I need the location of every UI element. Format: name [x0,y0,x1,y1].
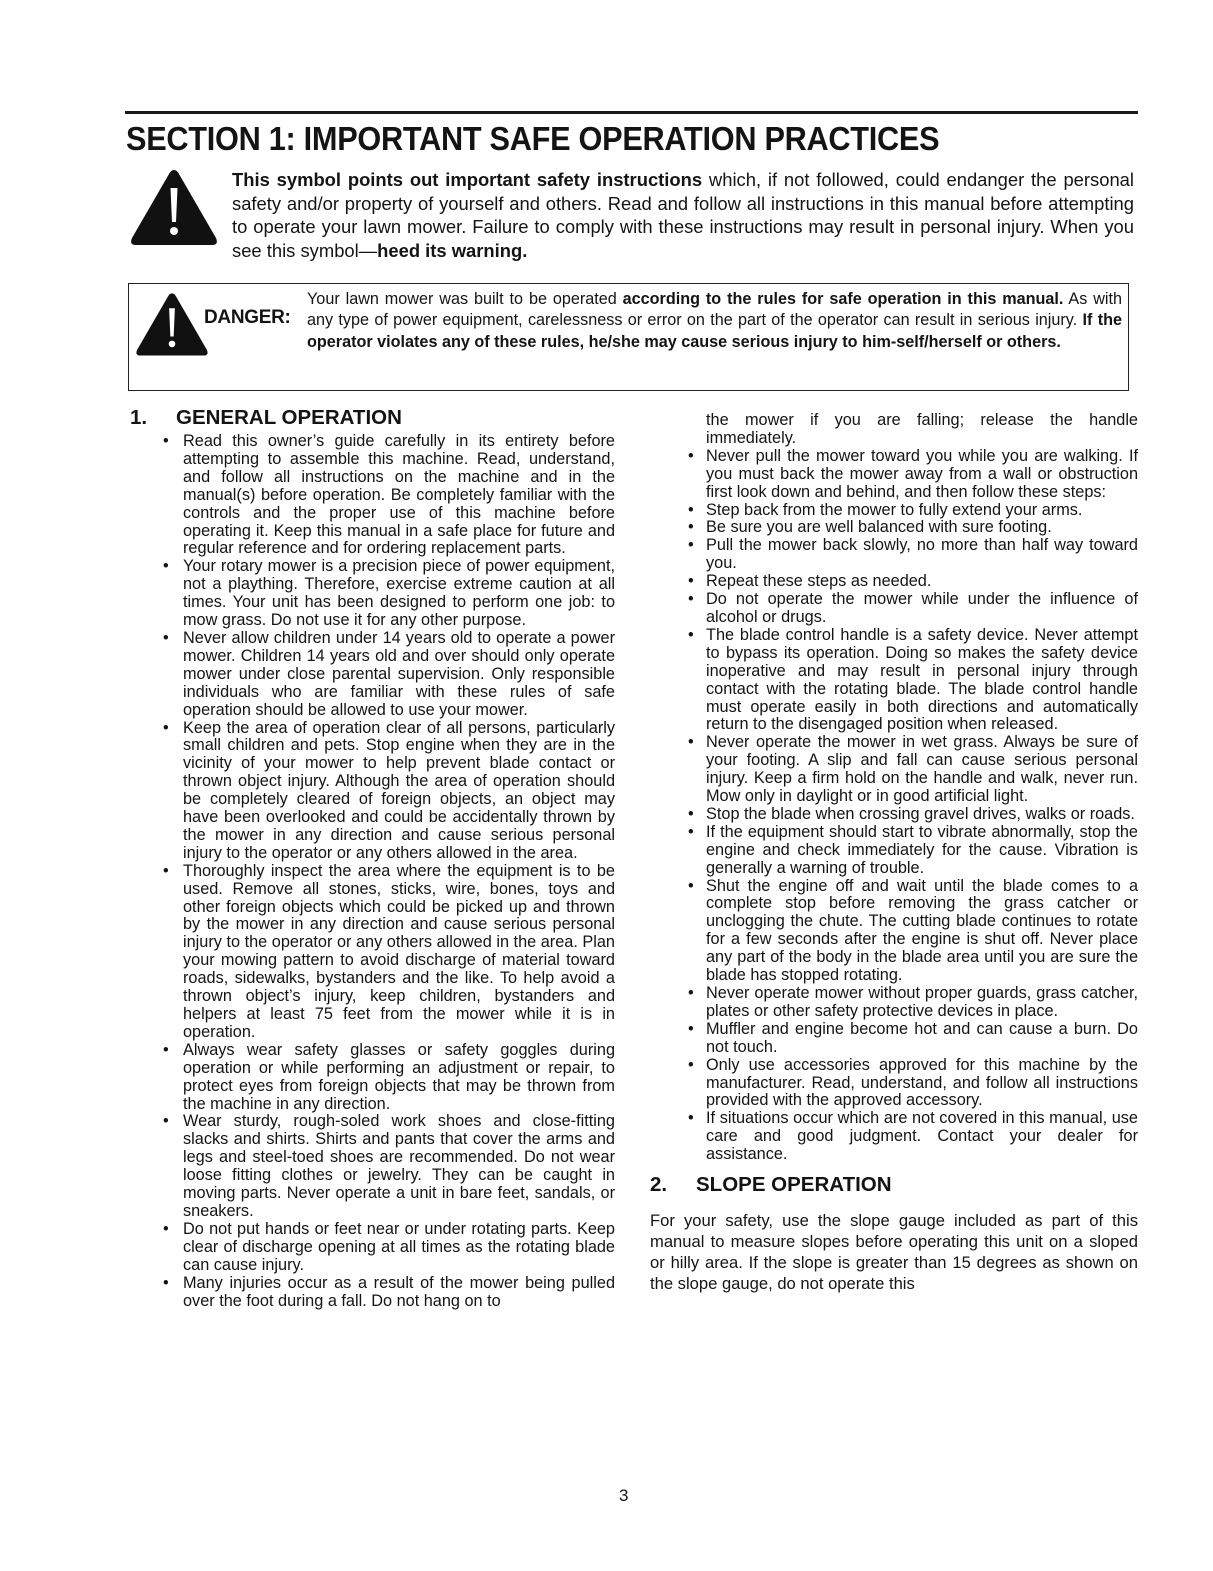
list-item: • If the equipment should start to vibrate abnormally, stop the engine and check immediately for the cause. Vibration is generally a warning of trouble. [683,824,1138,878]
heading-title: SLOPE OPERATION [696,1173,892,1197]
list-item: • Always wear safety glasses or safety goggles during operation or while performing an adjustment or repair, to protect eyes from foreign objects that may be thrown from the machine in any direction. [130,1042,615,1114]
list-item: • Do not operate the mower while under the influence of alcohol or drugs. [683,591,1138,627]
list-item: • Read this owner’s guide carefully in its entirety before attempting to assemble this machine. Read, understand, and follow all instructions on the machine and in the manual(s) before operation. Be completely familiar with the controls and the proper use of this machine before operating it. Keep this manual in a safe place for future and regular reference and for ordering replacement parts. [130,433,615,558]
list-item: • Never pull the mower toward you while you are walking. If you must back the mower away from a wall or obstruction first look down and behind, and then follow these steps: [683,448,1138,502]
list-item: • Be sure you are well balanced with sure footing. [683,519,1138,537]
heading-title: GENERAL OPERATION [176,406,402,429]
list-item: • Do not put hands or feet near or under rotating parts. Keep clear of discharge opening at all times as the rotating blade can cause injury. [130,1221,615,1275]
page-number: 3 [619,1486,629,1505]
heading-number: 2. [650,1173,668,1197]
section-title: SECTION 1: IMPORTANT SAFE OPERATION PRACTICES [126,120,940,157]
left-bullet-list [130,433,615,1310]
danger-text [307,289,1122,353]
list-item: • Muffler and engine become hot and can cause a burn. Do not touch. [683,1021,1138,1057]
list-item: • Your rotary mower is a precision piece of power equipment, not a plaything. Therefore, exercise extreme caution at all times. Your unit has been designed to perform one job: to mow grass. Do not use it for any other purpose. [130,558,615,630]
heading-number: 1. [130,406,148,429]
right-bullet-list [683,448,1138,1164]
warning-triangle-icon [128,166,220,248]
slope-operation-heading [650,1172,1138,1198]
danger-text-2: As with any type of power equipment, carelessness or error on the part of the operator can result in serious injury. [307,290,1123,330]
list-item: • Keep the area of operation clear of all persons, particularly small children and pets. Stop engine when they are in the vicinity of your mower to help prevent blade contact or thrown object injury. Although the area of operation should be completely cleared of foreign objects, an object may have been overlooked and could be accidentally thrown by the mower in any direction and cause serious personal injury to the operator or any others allowed in the area. [130,720,615,863]
general-operation-heading [130,405,615,431]
list-item: • Never operate mower without proper guards, grass catcher, plates or other safety protective devices in place. [683,985,1138,1021]
list-item: • The blade control handle is a safety device. Never attempt to bypass its operation. Doing so makes the safety device inoperative and may result in personal injury through contact with the rotating blade. The blade control handle must operate easily in both directions and automatically return to the disengaged position when released. [683,627,1138,734]
intro-paragraph [232,168,1134,262]
top-rule [125,111,1138,114]
left-column [130,405,615,1310]
continuation-text: the mower if you are falling; release the handle immediately. [706,411,1138,447]
danger-text-1: Your lawn mower was built to be operated [307,290,623,308]
intro-bold-tail: heed its warning. [377,239,528,261]
list-item: • Many injuries occur as a result of the mower being pulled over the foot during a fall. Do not hang on to [130,1275,615,1311]
list-item: • Never operate the mower in wet grass. Always be sure of your footing. A slip and fall can cause serious personal injury. Keep a firm hold on the handle and walk, never run. Mow only in daylight or in good artificial light. [683,734,1138,806]
list-item: • Stop the blade when crossing gravel drives, walks or roads. [683,806,1138,824]
danger-warning-triangle-icon [133,290,211,358]
list-item: • Repeat these steps as needed. [683,573,1138,591]
list-item: • Step back from the mower to fully extend your arms. [683,502,1138,520]
list-item: • If situations occur which are not covered in this manual, use care and good judgment. Contact your dealer for assistance. [683,1110,1138,1164]
danger-label: DANGER: [204,307,291,328]
slope-operation-paragraph: For your safety, use the slope gauge included as part of this manual to measure slopes before operating this unit on a sloped or hilly area. If the slope is greater than 15 degrees as shown on the slope gauge, do not operate this [650,1211,1138,1294]
list-item: • Shut the engine off and wait until the blade comes to a complete stop before removing the grass catcher or unclogging the chute. The cutting blade continues to rotate for a few seconds after the engine is shut off. Never place any part of the body in the blade area until you are sure the blade has stopped rotating. [683,878,1138,985]
list-item: • Never allow children under 14 years old to operate a power mower. Children 14 years old and over should only operate mower under close parental supervision. Only responsible individuals who are familiar with these rules of safe operation should be allowed to use your mower. [130,630,615,720]
list-item: • Thoroughly inspect the area where the equipment is to be used. Remove all stones, sticks, wire, bones, toys and other foreign objects which could be picked up and thrown by the mower in any direction and cause serious personal injury to the operator or any others allowed in the area. Plan your mowing pattern to avoid discharge of material toward roads, sidewalks, bystanders and the like. To help avoid a thrown object’s injury, keep children, bystanders and helpers at least 75 feet from the mower while it is in operation. [130,863,615,1042]
intro-bold-lead: This symbol points out important safety instructions [232,169,703,190]
list-item: • Wear sturdy, rough-soled work shoes and close-fitting slacks and shirts. Shirts and pants that cover the arms and legs and steel-toed shoes are recommended. Do not wear loose fitting clothes or jewelry. They can be caught in moving parts. Never operate a unit in bare feet, sandals, or sneakers. [130,1113,615,1220]
intro-text: which, if not followed, could endanger the personal safety and/or property of yourself and others. Read and follow all instructions in this manual before attempting to operate your lawn mower. Failure to comply with these instructions may result in personal injury. When you see this symbol— [232,169,1134,261]
list-item: • Pull the mower back slowly, no more than half way toward you. [683,537,1138,573]
danger-bold-2: If the operator violates any of these rules, he/she may cause serious injury to him-self/herself or others. [307,311,1122,351]
list-item: • Only use accessories approved for this machine by the manufacturer. Read, understand, and follow all instructions provided with the approved accessory. [683,1057,1138,1111]
danger-bold-1: according to the rules for safe operation in this manual. [622,290,1064,308]
right-column [650,411,1138,1294]
